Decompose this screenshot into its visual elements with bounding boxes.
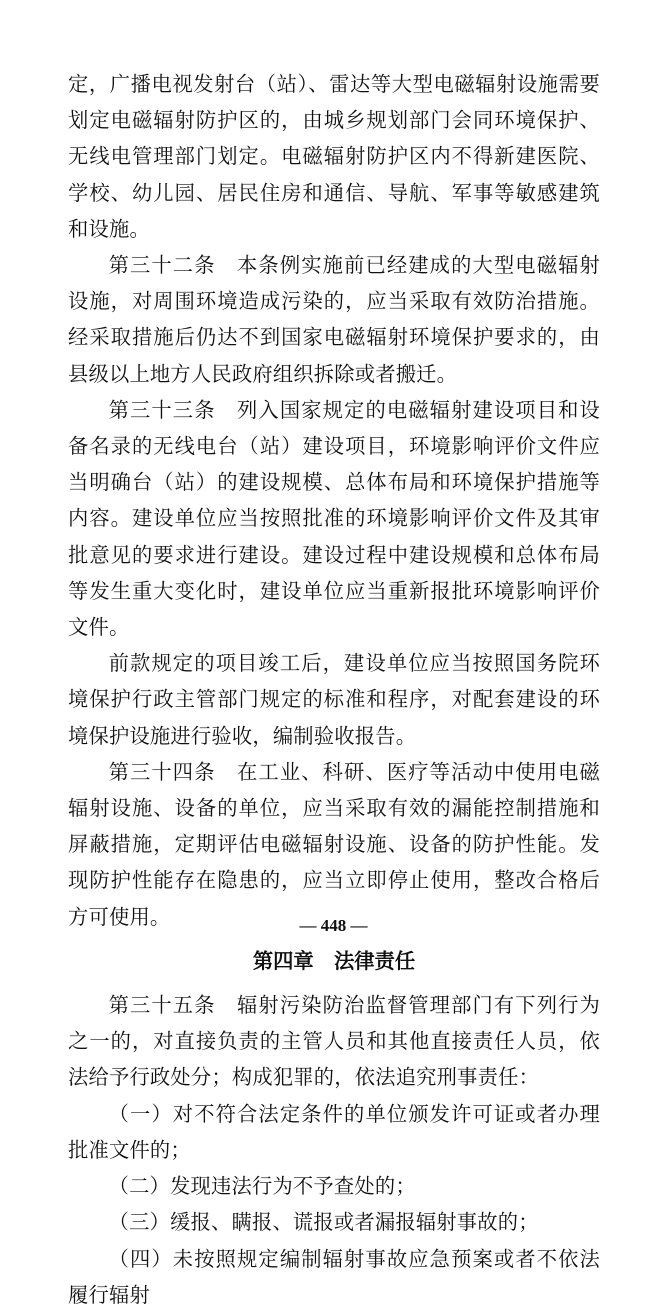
article-33-paragraph-2: 前款规定的项目竣工后，建设单位应当按照国务院环境保护行政主管部门规定的标准和程序，对配套建设的环境保护设施进行验收，编制验收报告。 [68, 651, 600, 748]
list-item-2: （二）发现违法行为不予查处的； [108, 1174, 416, 1199]
article-34: 第三十四条 在工业、科研、医疗等活动中使用电磁辐射设施、设备的单位，应当采取有效的漏能控制措施和屏蔽措施，定期评估电磁辐射设施、设备的防护性能。发现防护性能存在隐患的，应当立即停止使用，整改合格后方可使用。 [68, 759, 600, 929]
list-item-1: （一）对不符合法定条件的单位颁发许可证或者办理批准文件的； [68, 1101, 600, 1162]
chapter-heading: 第四章 法律责任 [252, 948, 416, 973]
list-item-4: （四）未按照规定编制辐射事故应急预案或者不依法履行辐射 [68, 1246, 600, 1307]
article-32: 第三十二条 本条例实施前已经建成的大型电磁辐射设施，对周围环境造成污染的，应当采取有效防治措施。经采取措施后仍达不到国家电磁辐射环境保护要求的，由县级以上地方人民政府组织拆除或者搬迁。 [68, 253, 600, 386]
document-page [68, 66, 600, 1313]
article-33: 第三十三条 列入国家规定的电磁辐射建设项目和设备名录的无线电台（站）建设项目，环境影响评价文件应当明确台（站）的建设规模、总体布局和环境保护措施等内容。建设单位应当按照批准的环境影响评价文件及其审批意见的要求进行建设。建设过程中建设规模和总体布局等发生重大变化时，建设单位应当重新报批环境影响评价文件。 [68, 397, 600, 640]
article-35: 第三十五条 辐射污染防治监督管理部门有下列行为之一的，对直接负责的主管人员和其他直接责任人员，依法给予行政处分；构成犯罪的，依法追究刑事责任： [68, 993, 600, 1090]
page-number: — 448 — [299, 916, 368, 935]
paragraph-continued: 定，广播电视发射台（站）、雷达等大型电磁辐射设施需要划定电磁辐射防护区的，由城乡规划部门会同环境保护、无线电管理部门划定。电磁辐射防护区内不得新建医院、学校、幼儿园、居民住房和通信、导航、军事等敏感建筑和设施。 [68, 72, 600, 241]
list-item-3: （三）缓报、瞒报、谎报或者漏报辐射事故的； [108, 1210, 539, 1235]
